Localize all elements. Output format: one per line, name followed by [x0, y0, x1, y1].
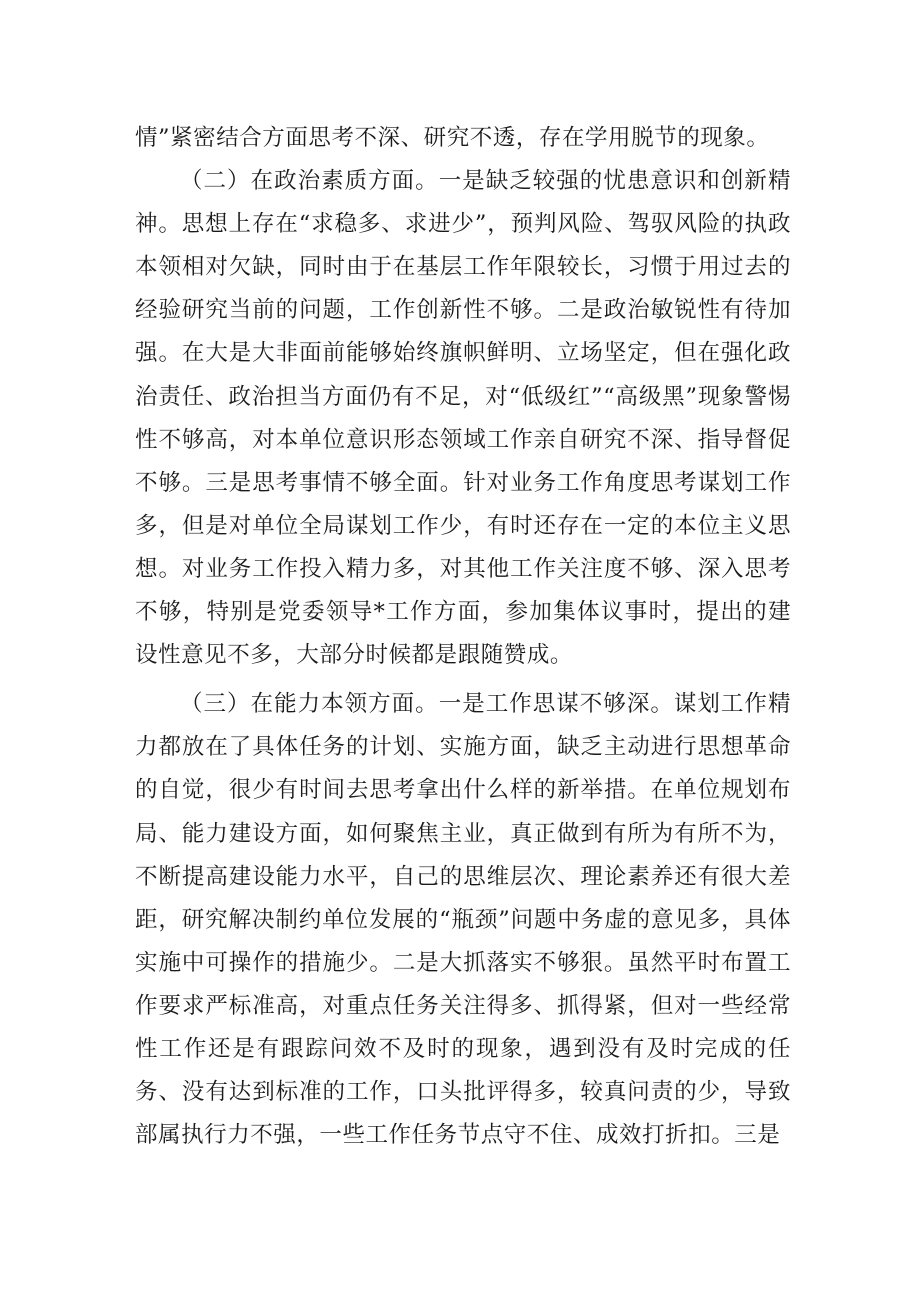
paragraph-ability: （三）在能力本领方面。一是工作思谋不够深。谋划工作精力都放在了具体任务的计划、实施方面，缺乏主动进行思想革命的自觉，很少有时间去思考拿出什么样的新举措。在单位规划布局、能力建设方面，如何聚焦主业，真正做到有所为有所不为，不断提高建设能力水平，自己的思维层次、理论素养还有很大差距，研究解决制约单位发展的“瓶颈”问题中务虚的意见多，具体实施中可操作的措施少。二是大抓落实不够狠。虽然平时布置工作要求严标准高，对重点任务关注得多、抓得紧，但对一些经常性工作还是有跟踪问效不及时的现象，遇到没有及时完成的任务、没有达到标准的工作，口头批评得多，较真问责的少，导致部属执行力不强，一些工作任务节点守不住、成效打折扣。三是: [135, 691, 791, 1149]
paragraph-continuation: 情”紧密结合方面思考不深、研究不透，存在学用脱节的现象。: [135, 125, 770, 151]
paragraph-political-quality: （二）在政治素质方面。一是缺乏较强的忧患意识和创新精神。思想上存在“求稳多、求进少”，预判风险、驾驭风险的执政本领相对欠缺，同时由于在基层工作年限较长，习惯于用过去的经验研究当前的问题，工作创新性不够。二是政治敏锐性有待加强。在大是大非面前能够始终旗帜鲜明、立场坚定，但在强化政治责任、政治担当方面仍有不足，对“低级红”“高级黑”现象警惕性不够高，对本单位意识形态领域工作亲自研究不深、指导督促不够。三是思考事情不够全面。针对业务工作角度思考谋划工作多，但是对单位全局谋划工作少，有时还存在一定的本位主义思想。对业务工作投入精力多，对其他工作关注度不够、深入思考不够，特别是党委领导*工作方面，参加集体议事时，提出的建设性意见不多，大部分时候都是跟随赞成。: [135, 168, 791, 669]
document-body: [135, 117, 791, 1157]
